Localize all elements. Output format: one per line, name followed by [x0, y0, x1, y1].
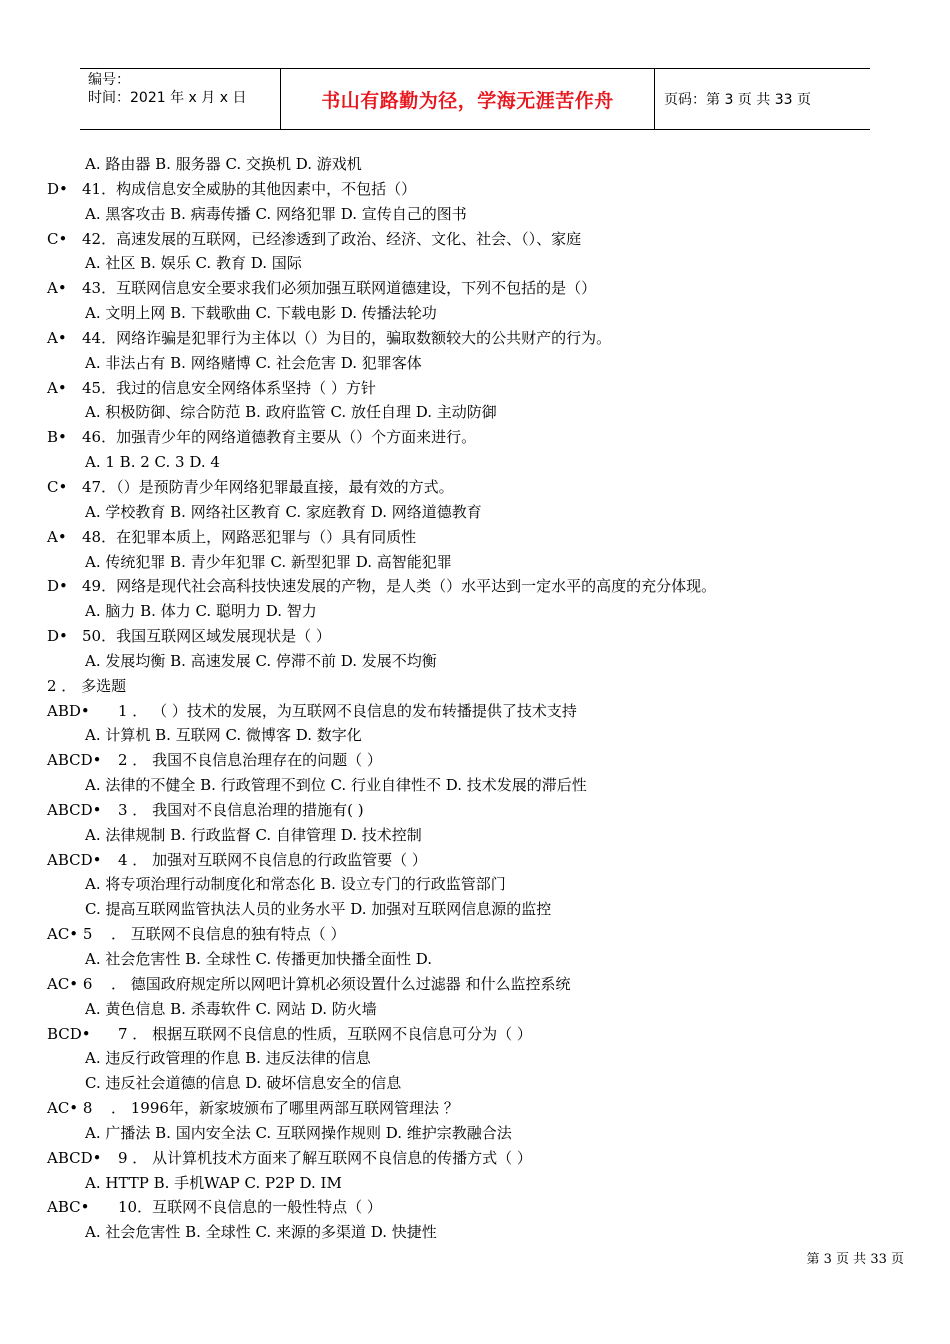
options-line: [0, 823, 950, 848]
question-line: [0, 1195, 950, 1220]
question-line: [0, 227, 950, 252]
answer-key: ABC•: [47, 1198, 90, 1217]
options-text: A. 发展均衡 B. 高速发展 C. 停滞不前 D. 发展不均衡: [85, 651, 437, 670]
options-text: A. 黑客攻击 B. 病毒传播 C. 网络犯罪 D. 宣传自己的图书: [85, 204, 467, 223]
answer-key: A•: [47, 378, 67, 397]
question-line: [0, 276, 950, 301]
options-text: C. 提高互联网监管执法人员的业务水平 D. 加强对互联网信息源的监控: [85, 900, 552, 919]
question-line: [0, 475, 950, 500]
options-text: A. 非法占有 B. 网络赌博 C. 社会危害 D. 犯罪客体: [85, 353, 422, 372]
header-motto: 书山有路勤为径，学海无涯苦作舟: [321, 89, 614, 112]
question-text: 45．我过的信息安全网络体系坚持（ ）方针: [82, 378, 376, 397]
options-text: A. 传统犯罪 B. 青少年犯罪 C. 新型犯罪 D. 高智能犯罪: [85, 552, 452, 571]
question-text: 10．互联网不良信息的一般性特点（ ）: [118, 1198, 382, 1217]
options-line: [0, 1220, 950, 1245]
answer-key: B•: [47, 428, 67, 447]
section-title: 2 ． 多选题: [47, 676, 127, 695]
options-text: A. 社区 B. 娱乐 C. 教育 D. 国际: [85, 254, 302, 273]
options-text: A. 法律的不健全 B. 行政管理不到位 C. 行业自律性不 D. 技术发展的滞后性: [85, 776, 587, 795]
options-text: A. 积极防御、综合防范 B. 政府监管 C. 放任自理 D. 主动防御: [85, 403, 497, 422]
question-text: 3 ． 我国对不良信息治理的措施有( ): [118, 800, 364, 819]
question-text: 48．在犯罪本质上，网路恶犯罪与（）具有同质性: [82, 527, 417, 546]
question-line: [0, 525, 950, 550]
answer-key: ABCD•: [47, 850, 102, 869]
question-text: ． 德国政府规定所以网吧计算机必须设置什么过滤器 和什么监控系统: [111, 974, 571, 993]
question-line: [0, 748, 950, 773]
options-line: [0, 251, 950, 276]
question-text: 43．互联网信息安全要求我们必须加强互联网道德建设，下列不包括的是（）: [82, 279, 597, 298]
answer-key: ABCD•: [47, 751, 102, 770]
options-line: [0, 500, 950, 525]
answer-key: D•: [47, 577, 68, 596]
options-text: A. 计算机 B. 互联网 C. 微博客 D. 数字化: [85, 726, 362, 745]
answer-key: D•: [47, 179, 68, 198]
options-text: A. 黄色信息 B. 杀毒软件 C. 网站 D. 防火墙: [85, 999, 377, 1018]
question-line: [0, 376, 950, 401]
question-text: 4 ． 加强对互联网不良信息的行政监管要（ ）: [118, 850, 427, 869]
options-line: [0, 202, 950, 227]
page-header: [80, 68, 870, 130]
options-line: [0, 997, 950, 1022]
options-text: A. 学校教育 B. 网络社区教育 C. 家庭教育 D. 网络道德教育: [85, 502, 482, 521]
answer-key: A•: [47, 328, 67, 347]
options-line: [0, 947, 950, 972]
answer-key: C•: [47, 477, 68, 496]
question-text: 42．高速发展的互联网，已经渗透到了政治、经济、文化、社会、（）、家庭: [82, 229, 582, 248]
question-line: [0, 1096, 950, 1121]
question-list: [0, 152, 950, 1245]
answer-key: AC• 5: [47, 925, 93, 944]
document-date: 时间：2021 年 x 月 x 日: [88, 90, 247, 106]
options-line: [0, 773, 950, 798]
options-line: [0, 301, 950, 326]
question-text: 44．网络诈骗是犯罪行为主体以（）为目的，骗取数额较大的公共财产的行为。: [82, 328, 612, 347]
options-text: A. 社会危害性 B. 全球性 C. 传播更加快播全面性 D.: [85, 950, 432, 968]
options-line: [0, 400, 950, 425]
options-line: [0, 897, 950, 922]
header-page-info-cell: [655, 69, 870, 129]
answer-key: BCD•: [47, 1024, 91, 1043]
question-text: 46．加强青少年的网络道德教育主要从（）个方面来进行。: [82, 428, 477, 447]
options-text: C. 违反社会道德的信息 D. 破坏信息安全的信息: [85, 1074, 402, 1093]
answer-key: AC• 8: [47, 1099, 93, 1118]
question-line: [0, 848, 950, 873]
options-text: A. 将专项治理行动制度化和常态化 B. 设立专门的行政监管部门: [85, 875, 506, 894]
options-line: [0, 152, 950, 177]
page-footer: 第 3 页 共 33 页: [806, 1252, 904, 1267]
options-line: [0, 872, 950, 897]
answer-key: ABD•: [47, 701, 90, 720]
options-text: A. 社会危害性 B. 全球性 C. 来源的多渠道 D. 快捷性: [85, 1223, 437, 1242]
question-line: [0, 699, 950, 724]
question-text: ． 互联网不良信息的独有特点（ ）: [111, 925, 346, 944]
question-text: ． 1996年，新家坡颁布了哪里两部互联网管理法 ？: [111, 1099, 459, 1118]
options-text: A. HTTP B. 手机WAP C. P2P D. IM: [85, 1173, 342, 1192]
answer-key: C•: [47, 229, 68, 248]
question-text: 7 ． 根据互联网不良信息的性质，互联网不良信息可分为（ ）: [118, 1024, 532, 1043]
options-text: A. 脑力 B. 体力 C. 聪明力 D. 智力: [85, 602, 317, 621]
question-text: 2 ． 我国不良信息治理存在的问题（ ）: [118, 751, 382, 770]
options-text: A. 违反行政管理的作息 B. 违反法律的信息: [85, 1049, 371, 1068]
question-line: [0, 574, 950, 599]
options-line: [0, 599, 950, 624]
options-line: [0, 1046, 950, 1071]
answer-key: D•: [47, 627, 68, 646]
options-text: A. 1 B. 2 C. 3 D. 4: [85, 453, 220, 472]
section-heading: [0, 674, 950, 699]
question-line: [0, 798, 950, 823]
question-text: 49．网络是现代社会高科技快速发展的产物，是人类（）水平达到一定水平的高度的充分体现。: [82, 577, 717, 596]
options-line: [0, 351, 950, 376]
question-line: [0, 1022, 950, 1047]
options-text: A. 路由器 B. 服务器 C. 交换机 D. 游戏机: [85, 155, 362, 173]
answer-key: ABCD•: [47, 800, 102, 819]
question-text: 41．构成信息安全威胁的其他因素中，不包括（）: [82, 179, 417, 198]
question-text: 1 ． （ ）技术的发展，为互联网不良信息的发布转播提供了技术支持: [118, 701, 577, 720]
question-text: 47．（）是预防青少年网络犯罪最直接，最有效的方式。: [82, 477, 454, 496]
options-line: [0, 550, 950, 575]
options-text: A. 广播法 B. 国内安全法 C. 互联网操作规则 D. 维护宗教融合法: [85, 1123, 512, 1142]
options-line: [0, 723, 950, 748]
question-line: [0, 177, 950, 202]
question-line: [0, 922, 950, 947]
question-line: [0, 425, 950, 450]
answer-key: AC• 6: [47, 974, 93, 993]
question-line: [0, 624, 950, 649]
header-motto-cell: [281, 69, 655, 129]
question-line: [0, 326, 950, 351]
answer-key: A•: [47, 279, 67, 298]
answer-key: A•: [47, 527, 67, 546]
question-text: 50．我国互联网区域发展现状是（ ）: [82, 627, 331, 646]
document-code-label: 编号：: [88, 72, 130, 88]
answer-key: ABCD•: [47, 1148, 102, 1167]
header-page-info: 页码：第 3 页 共 33 页: [664, 92, 811, 108]
options-text: A. 法律规制 B. 行政监督 C. 自律管理 D. 技术控制: [85, 825, 422, 844]
question-line: [0, 1146, 950, 1171]
options-text: A. 文明上网 B. 下载歌曲 C. 下载电影 D. 传播法轮功: [85, 304, 437, 323]
options-line: [0, 1171, 950, 1196]
question-text: 9 ． 从计算机技术方面来了解互联网不良信息的传播方式（ ）: [118, 1148, 532, 1167]
options-line: [0, 1071, 950, 1096]
header-meta: [80, 69, 281, 129]
options-line: [0, 450, 950, 475]
options-line: [0, 649, 950, 674]
question-line: [0, 972, 950, 997]
options-line: [0, 1121, 950, 1146]
